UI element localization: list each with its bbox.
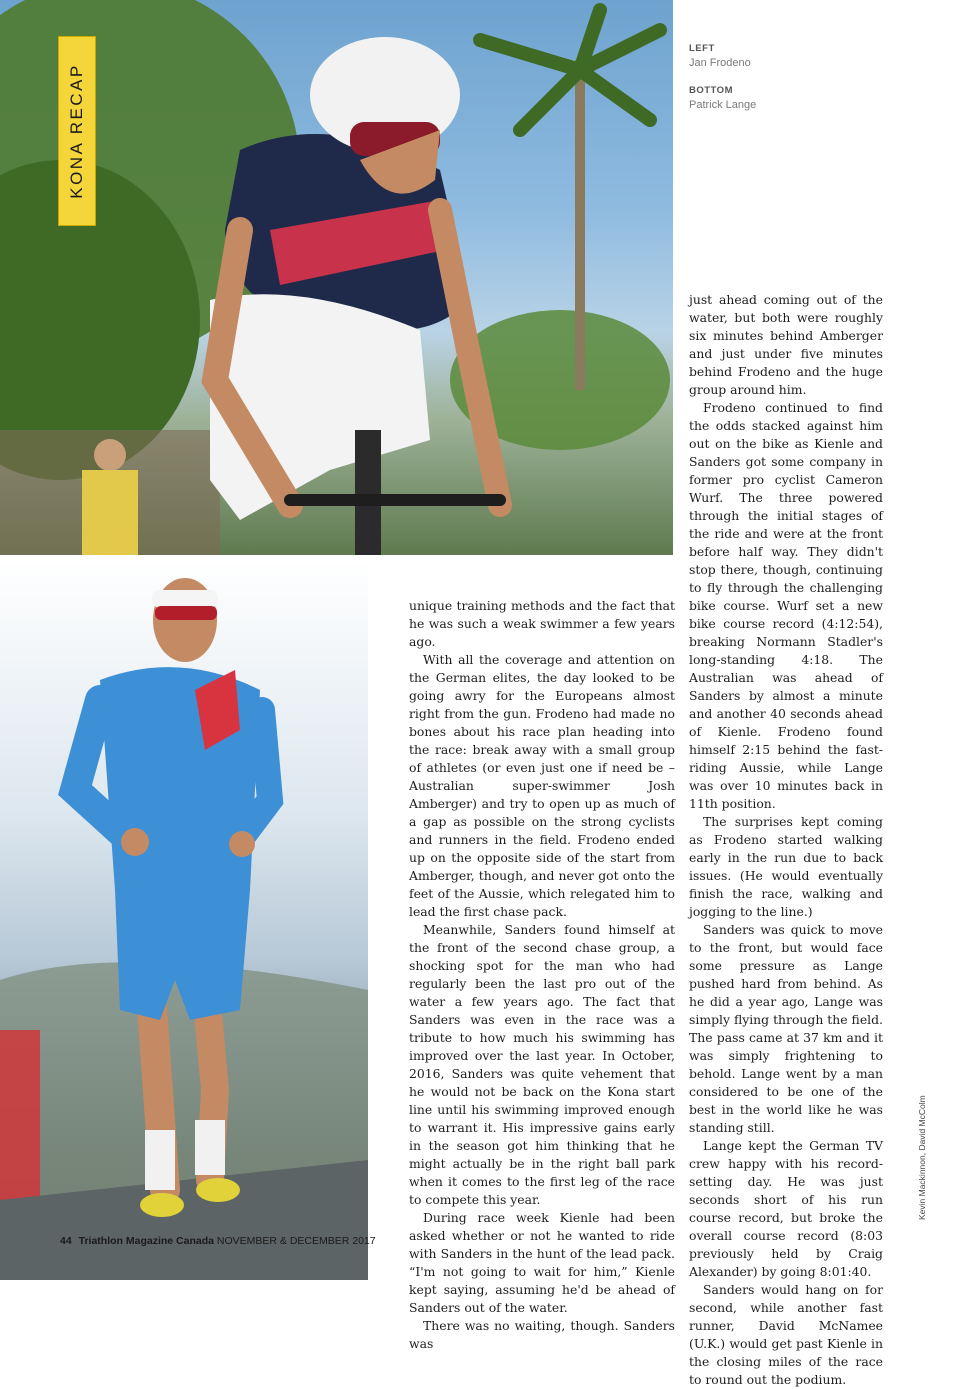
- photo-cyclist: [0, 0, 673, 555]
- magazine-name: Triathlon Magazine Canada: [78, 1235, 214, 1247]
- caption-label: LEFT: [689, 43, 715, 54]
- paragraph: There was no waiting, though. Sanders was: [409, 1318, 675, 1351]
- paragraph: Lange kept the German TV crew happy with his record-setting day. He was just seconds short of his run course record, but broke the overall course record (8:03 previously held by Craig Alexander) by going 8:01:40.: [689, 1138, 883, 1279]
- paragraph: During race week Kienle had been asked whether or not he wanted to ride with Sanders in the hunt of the lead pack. “I'm not going to wait for him,” Kienle kept saying, assuming he'd be ahead of Sanders out of the water.: [409, 1210, 675, 1315]
- paragraph: With all the coverage and attention on the German elites, the day looked to be going awry for the Europeans almost right from the gun. Frodeno had made no bones about his race plan heading into the race: break away with a small group of athletes (or even just one if need be – Australian super-swimmer Josh Amberger) and try to open up as much of a gap as possible on the strong cyclists and runners in the field. Frodeno ended up on the opposite side of the start from Amberger, though, and never got onto the feet of the Aussie, which relegated him to lead the first chase pack.: [409, 652, 675, 919]
- article-column-right: [689, 291, 883, 1389]
- photo-runner: [0, 560, 368, 1280]
- paragraph: Meanwhile, Sanders found himself at the front of the second chase group, a shocking spot for the man who had regularly been the last pro out of the water a few years ago. The fact that Sanders was even in the race was a tribute to how much his swimming has improved over the last year. In October, 2016, Sanders was quite vehement that he would not be back on the Kona start line until his swimming improved enough to warrant it. His impressive gains early in the season got him thinking that he might actually be in the right ball park when it comes to the first leg of the race to compete this year.: [409, 922, 675, 1207]
- page-number: 44: [60, 1235, 72, 1247]
- photo-credit: Kevin Mackinnon, David McColm: [917, 1095, 927, 1220]
- caption-name: Patrick Lange: [689, 99, 757, 111]
- article-column-left: [409, 597, 675, 1353]
- caption-left: [689, 42, 759, 70]
- cyclist-illustration: [0, 0, 673, 555]
- paragraph: Sanders would hang on for second, while another fast runner, David McNamee (U.K.) would get past Kienle in the closing miles of the race to round out the podium.: [689, 1282, 883, 1387]
- paragraph: The surprises kept coming as Frodeno started walking early in the run due to back issues. (He would eventually finish the race, walking and jogging to the line.): [689, 814, 883, 919]
- runner-illustration: [0, 560, 368, 1280]
- issue-date: NOVEMBER & DECEMBER 2017: [216, 1235, 376, 1247]
- section-tag: KONA RECAP: [58, 36, 96, 226]
- paragraph: Sanders was quick to move to the front, but would face some pressure as Lange pushed hard from behind. As he did a year ago, Lange was simply flying through the field. The pass came at 37 km and it was simply frightening to behold. Lange went by a man considered to be one of the best in the world like he was standing still.: [689, 922, 883, 1135]
- caption-bottom: [689, 84, 759, 112]
- paragraph: just ahead coming out of the water, but both were roughly six minutes behind Amberger and just under five minutes behind Frodeno and the huge group around him.: [689, 292, 883, 397]
- photo-captions: [689, 42, 759, 126]
- paragraph: unique training methods and the fact that he was such a weak swimmer a few years ago.: [409, 598, 675, 649]
- caption-name: Jan Frodeno: [689, 57, 751, 69]
- paragraph: Frodeno continued to find the odds stacked against him out on the bike as Kienle and Sanders got some company in former pro cyclist Cameron Wurf. The three powered through the initial stages of the ride and were at the front before half way. They didn't stop there, though, continuing to fly through the challenging bike course. Wurf set a new bike course record (4:12:54), breaking Normann Stadler's long-standing 4:18. The Australian was ahead of Sanders by almost a minute and another 40 seconds ahead of Kienle. Frodeno found himself 2:15 behind the fast-riding Aussie, while Lange was over 10 minutes back in 11th position.: [689, 400, 883, 811]
- caption-label: BOTTOM: [689, 85, 733, 96]
- page-footer: [60, 1235, 376, 1247]
